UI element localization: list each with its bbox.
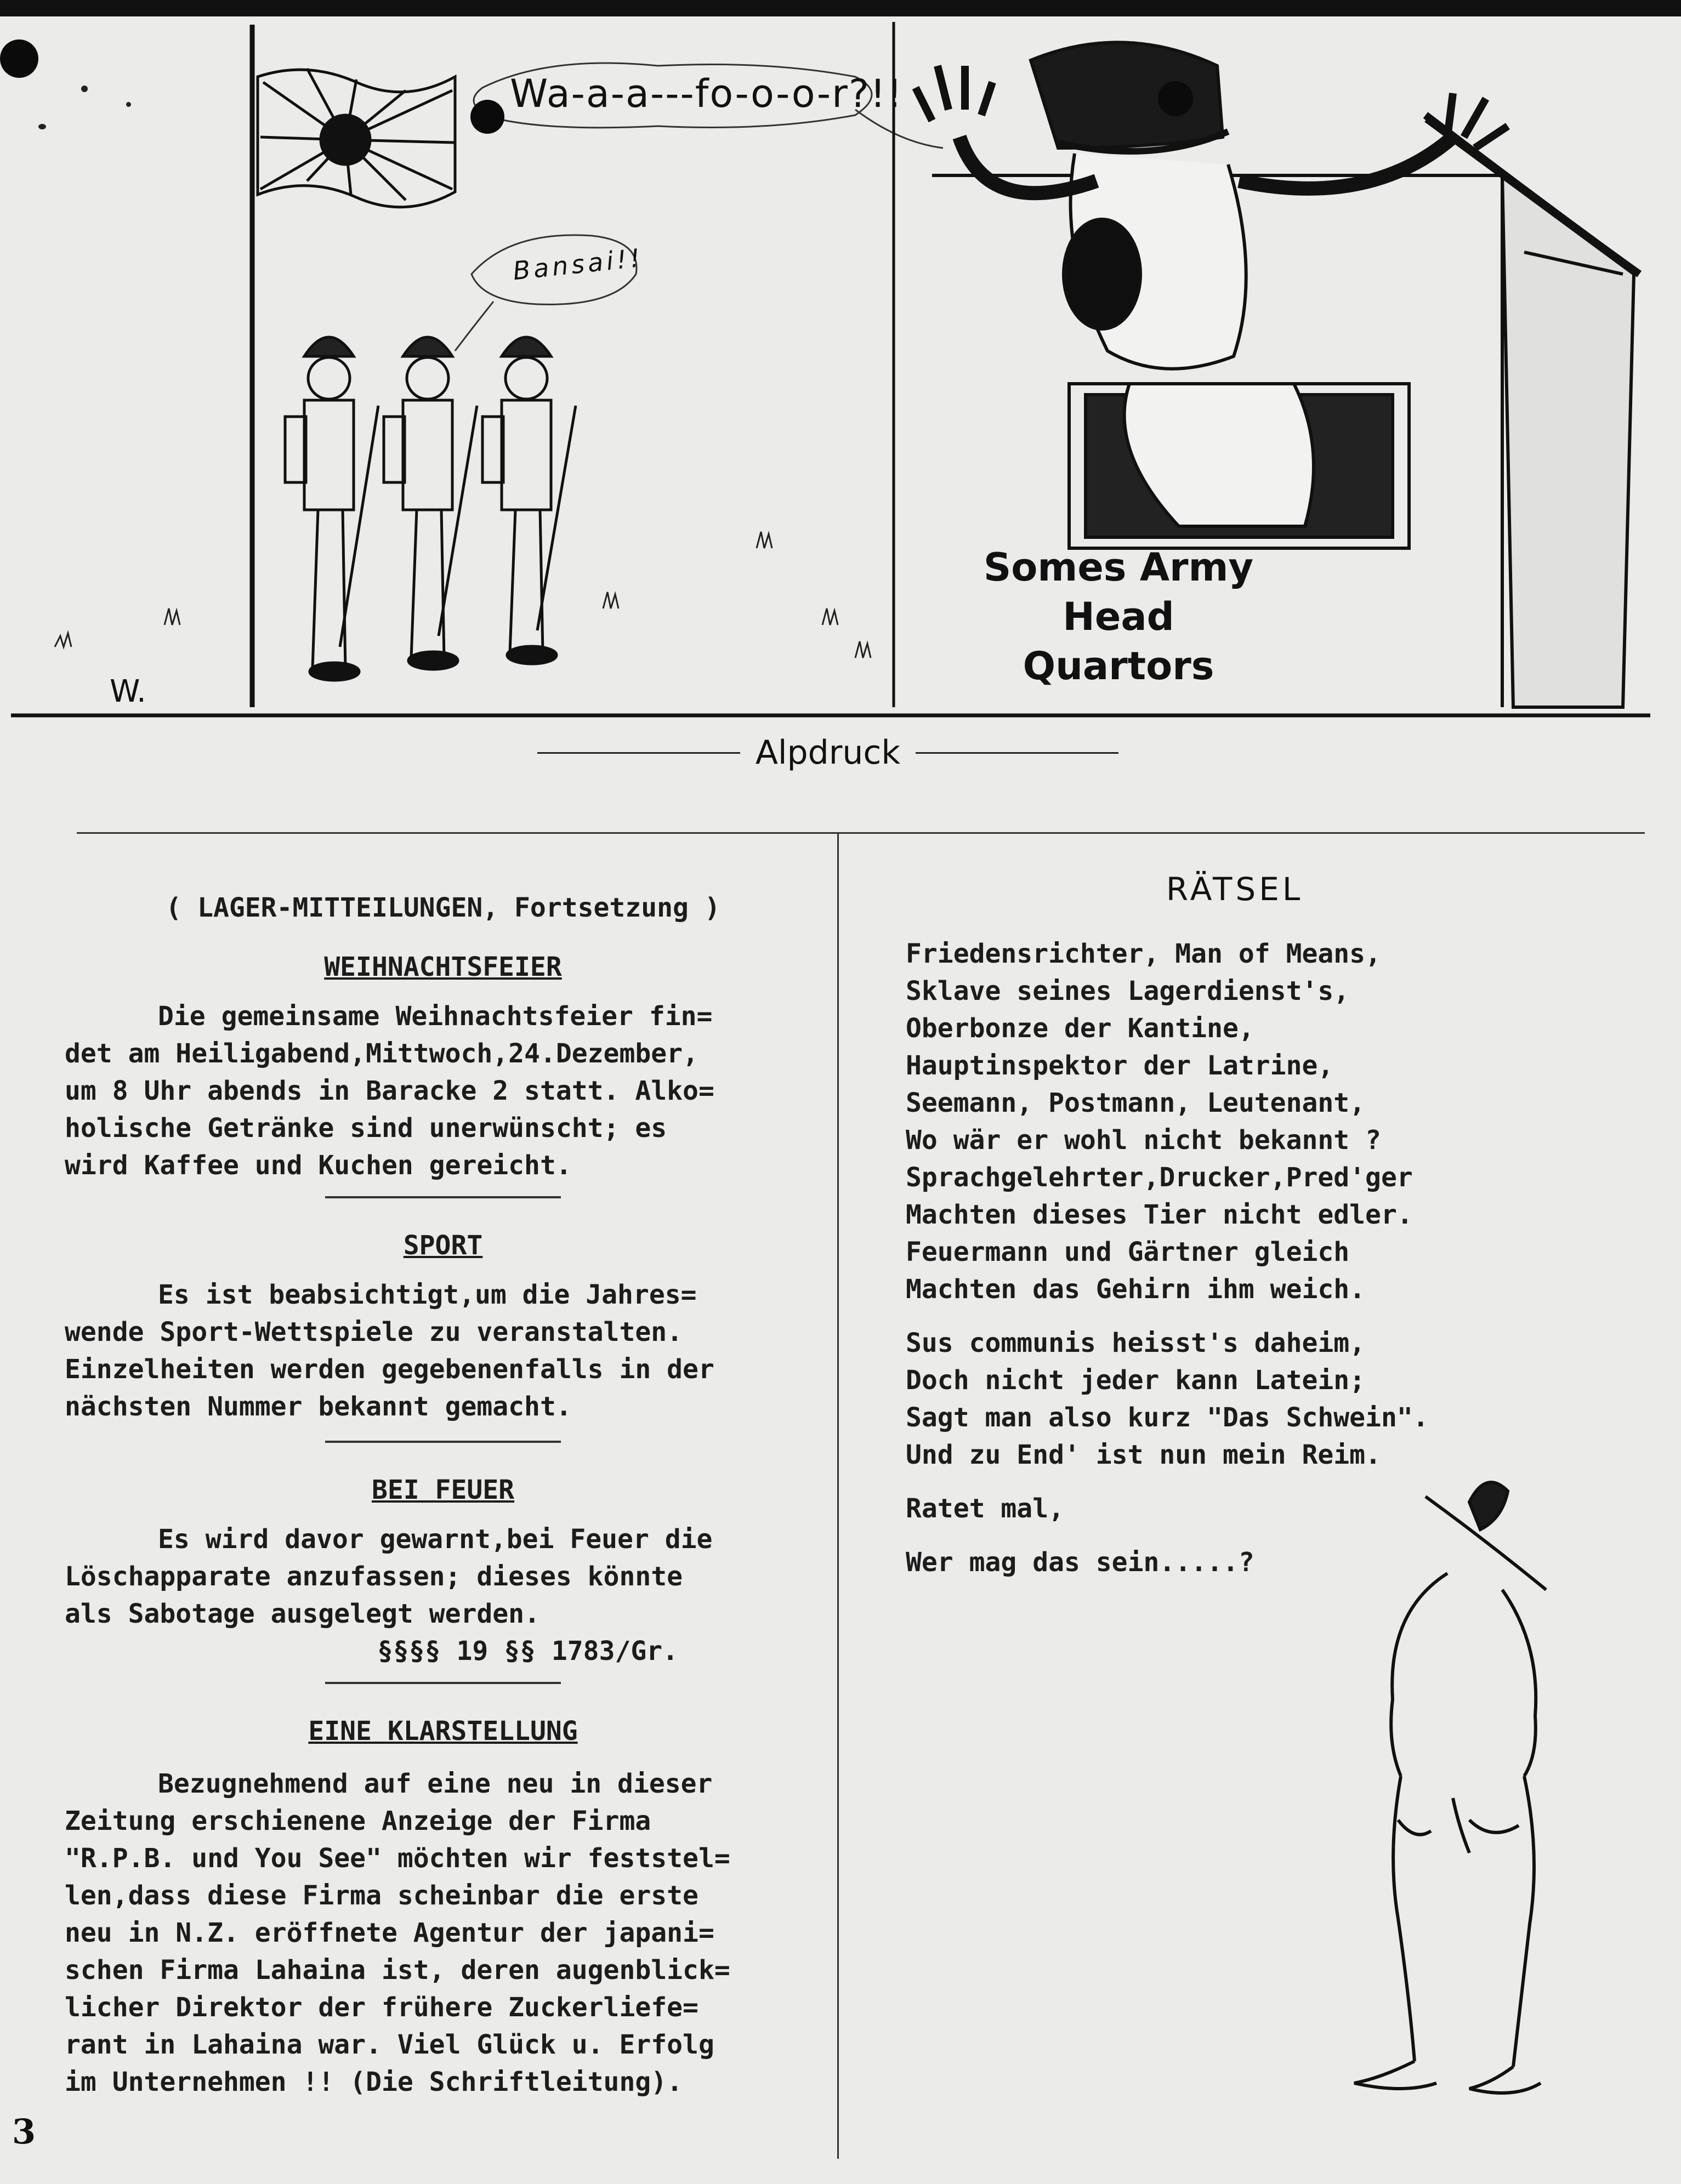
poem-line: Sprachgelehrter,Drucker,Pred'ger	[906, 1162, 1413, 1193]
poem-line: Sagt man also kurz "Das Schwein".	[906, 1402, 1429, 1433]
text-line: len,dass diese Firma scheinbar die erste	[65, 1880, 698, 1911]
heading-weihnachtsfeier: WEIHNACHTSFEIER	[324, 952, 562, 982]
poem-line: Machten dieses Tier nicht edler.	[906, 1199, 1413, 1230]
caption-rule-left	[537, 752, 740, 754]
separator	[325, 1682, 561, 1684]
rising-sun-flag-icon	[258, 69, 455, 207]
text-line: als Sabotage ausgelegt werden.	[65, 1599, 540, 1629]
text-line: um 8 Uhr abends in Baracke 2 statt. Alko=	[65, 1076, 714, 1106]
punch-hole-top-center	[470, 100, 504, 134]
poem-line: Seemann, Postmann, Leutenant,	[906, 1088, 1366, 1118]
lager-mitteilungen-column	[65, 889, 821, 2101]
separator	[325, 1441, 561, 1443]
text-line: Bezugnehmend auf eine neu in dieser	[158, 1768, 713, 1799]
poem-line: Friedensrichter, Man of Means,	[906, 939, 1381, 969]
raetsel-title: RÄTSEL	[1166, 871, 1304, 908]
text-line: "R.P.B. und You See" möchten wir feststel=	[65, 1843, 730, 1874]
poem-line: Feuermann und Gärtner gleich	[906, 1237, 1350, 1267]
standing-figure-drawing	[1305, 1469, 1590, 2105]
caption-rule-right	[916, 752, 1118, 754]
poem-line: Machten das Gehirn ihm weich.	[906, 1274, 1366, 1305]
heading-bei-feuer: BEI FEUER	[371, 1475, 515, 1505]
poem-closing: Ratet mal,	[906, 1493, 1064, 1524]
punch-hole-top-left	[0, 39, 38, 78]
separator	[325, 1196, 561, 1198]
text-line: Es wird davor gewarnt,bei Feuer die	[158, 1524, 713, 1555]
speech-waafoor: Wa-a-a---fo-o-o-r?!!	[510, 71, 904, 116]
text-line: Zeitung erschienene Anzeige der Firma	[65, 1806, 651, 1836]
text-line: schen Firma Lahaina ist, deren augenblick=	[65, 1955, 730, 1986]
text-line: Löschapparate anzufassen; dieses könnte	[65, 1561, 683, 1592]
heading-eine-klarstellung: EINE KLARSTELLUNG	[308, 1716, 578, 1747]
text-line: wende Sport-Wettspiele zu veranstalten.	[65, 1317, 683, 1347]
column-header: ( LAGER-MITTEILUNGEN, Fortsetzung )	[166, 892, 720, 923]
poem-line: Sklave seines Lagerdienst's,	[906, 976, 1350, 1006]
text-line: holische Getränke sind unerwünscht; es	[65, 1113, 667, 1144]
section-rule	[77, 832, 1645, 834]
text-line: Einzelheiten werden gegebenenfalls in der	[65, 1354, 714, 1385]
text-line: det am Heiligabend,Mittwoch,24.Dezember,	[65, 1038, 698, 1069]
poem-line: Sus communis heisst's daheim,	[906, 1328, 1366, 1358]
column-divider	[837, 832, 839, 2159]
text-line: Die gemeinsame Weihnachtsfeier fin=	[158, 1001, 713, 1032]
punch-hole-officer	[1158, 81, 1193, 116]
soldiers	[285, 337, 576, 680]
page-number: 3	[12, 2112, 36, 2152]
text-line: im Unternehmen !! (Die Schriftleitung).	[65, 2067, 683, 2097]
text-line: rant in Lahaina war. Viel Glück u. Erfolg	[65, 2029, 714, 2060]
caption-text: Alpdruck	[755, 733, 901, 772]
speech-bansai: Bansai!!	[511, 242, 645, 286]
poem-line: Und zu End' ist nun mein Reim.	[906, 1440, 1381, 1470]
ink-speck	[38, 124, 46, 129]
text-line: wird Kaffee und Kuchen gereicht.	[65, 1150, 572, 1181]
artist-signature: W.	[110, 674, 146, 709]
poem-line: Doch nicht jeder kann Latein;	[906, 1365, 1366, 1396]
headquarters-sign: Somes Army Head Quartors	[983, 545, 1254, 689]
paragraph-reference: §§§§ 19 §§ 1783/Gr.	[377, 1636, 679, 1667]
text-line: licher Direktor der frühere Zuckerliefe=	[65, 1992, 698, 2023]
text-line: neu in N.Z. eröffnete Agentur der japani=	[65, 1918, 714, 1948]
ink-speck	[81, 86, 88, 92]
cartoon-caption	[537, 733, 1118, 772]
shouting-officer	[916, 42, 1508, 526]
text-line: nächsten Nummer bekannt gemacht.	[65, 1391, 572, 1422]
heading-sport: SPORT	[403, 1230, 483, 1261]
grass-tufts	[55, 532, 871, 658]
poem-line: Hauptinspektor der Latrine,	[906, 1050, 1334, 1081]
text-line: Es ist beabsichtigt,um die Jahres=	[158, 1279, 697, 1310]
poem-closing: Wer mag das sein.....?	[906, 1547, 1254, 1578]
poem-line: Wo wär er wohl nicht bekannt ?	[906, 1125, 1381, 1156]
ink-speck	[126, 102, 131, 107]
poem-line: Oberbonze der Kantine,	[906, 1013, 1254, 1044]
